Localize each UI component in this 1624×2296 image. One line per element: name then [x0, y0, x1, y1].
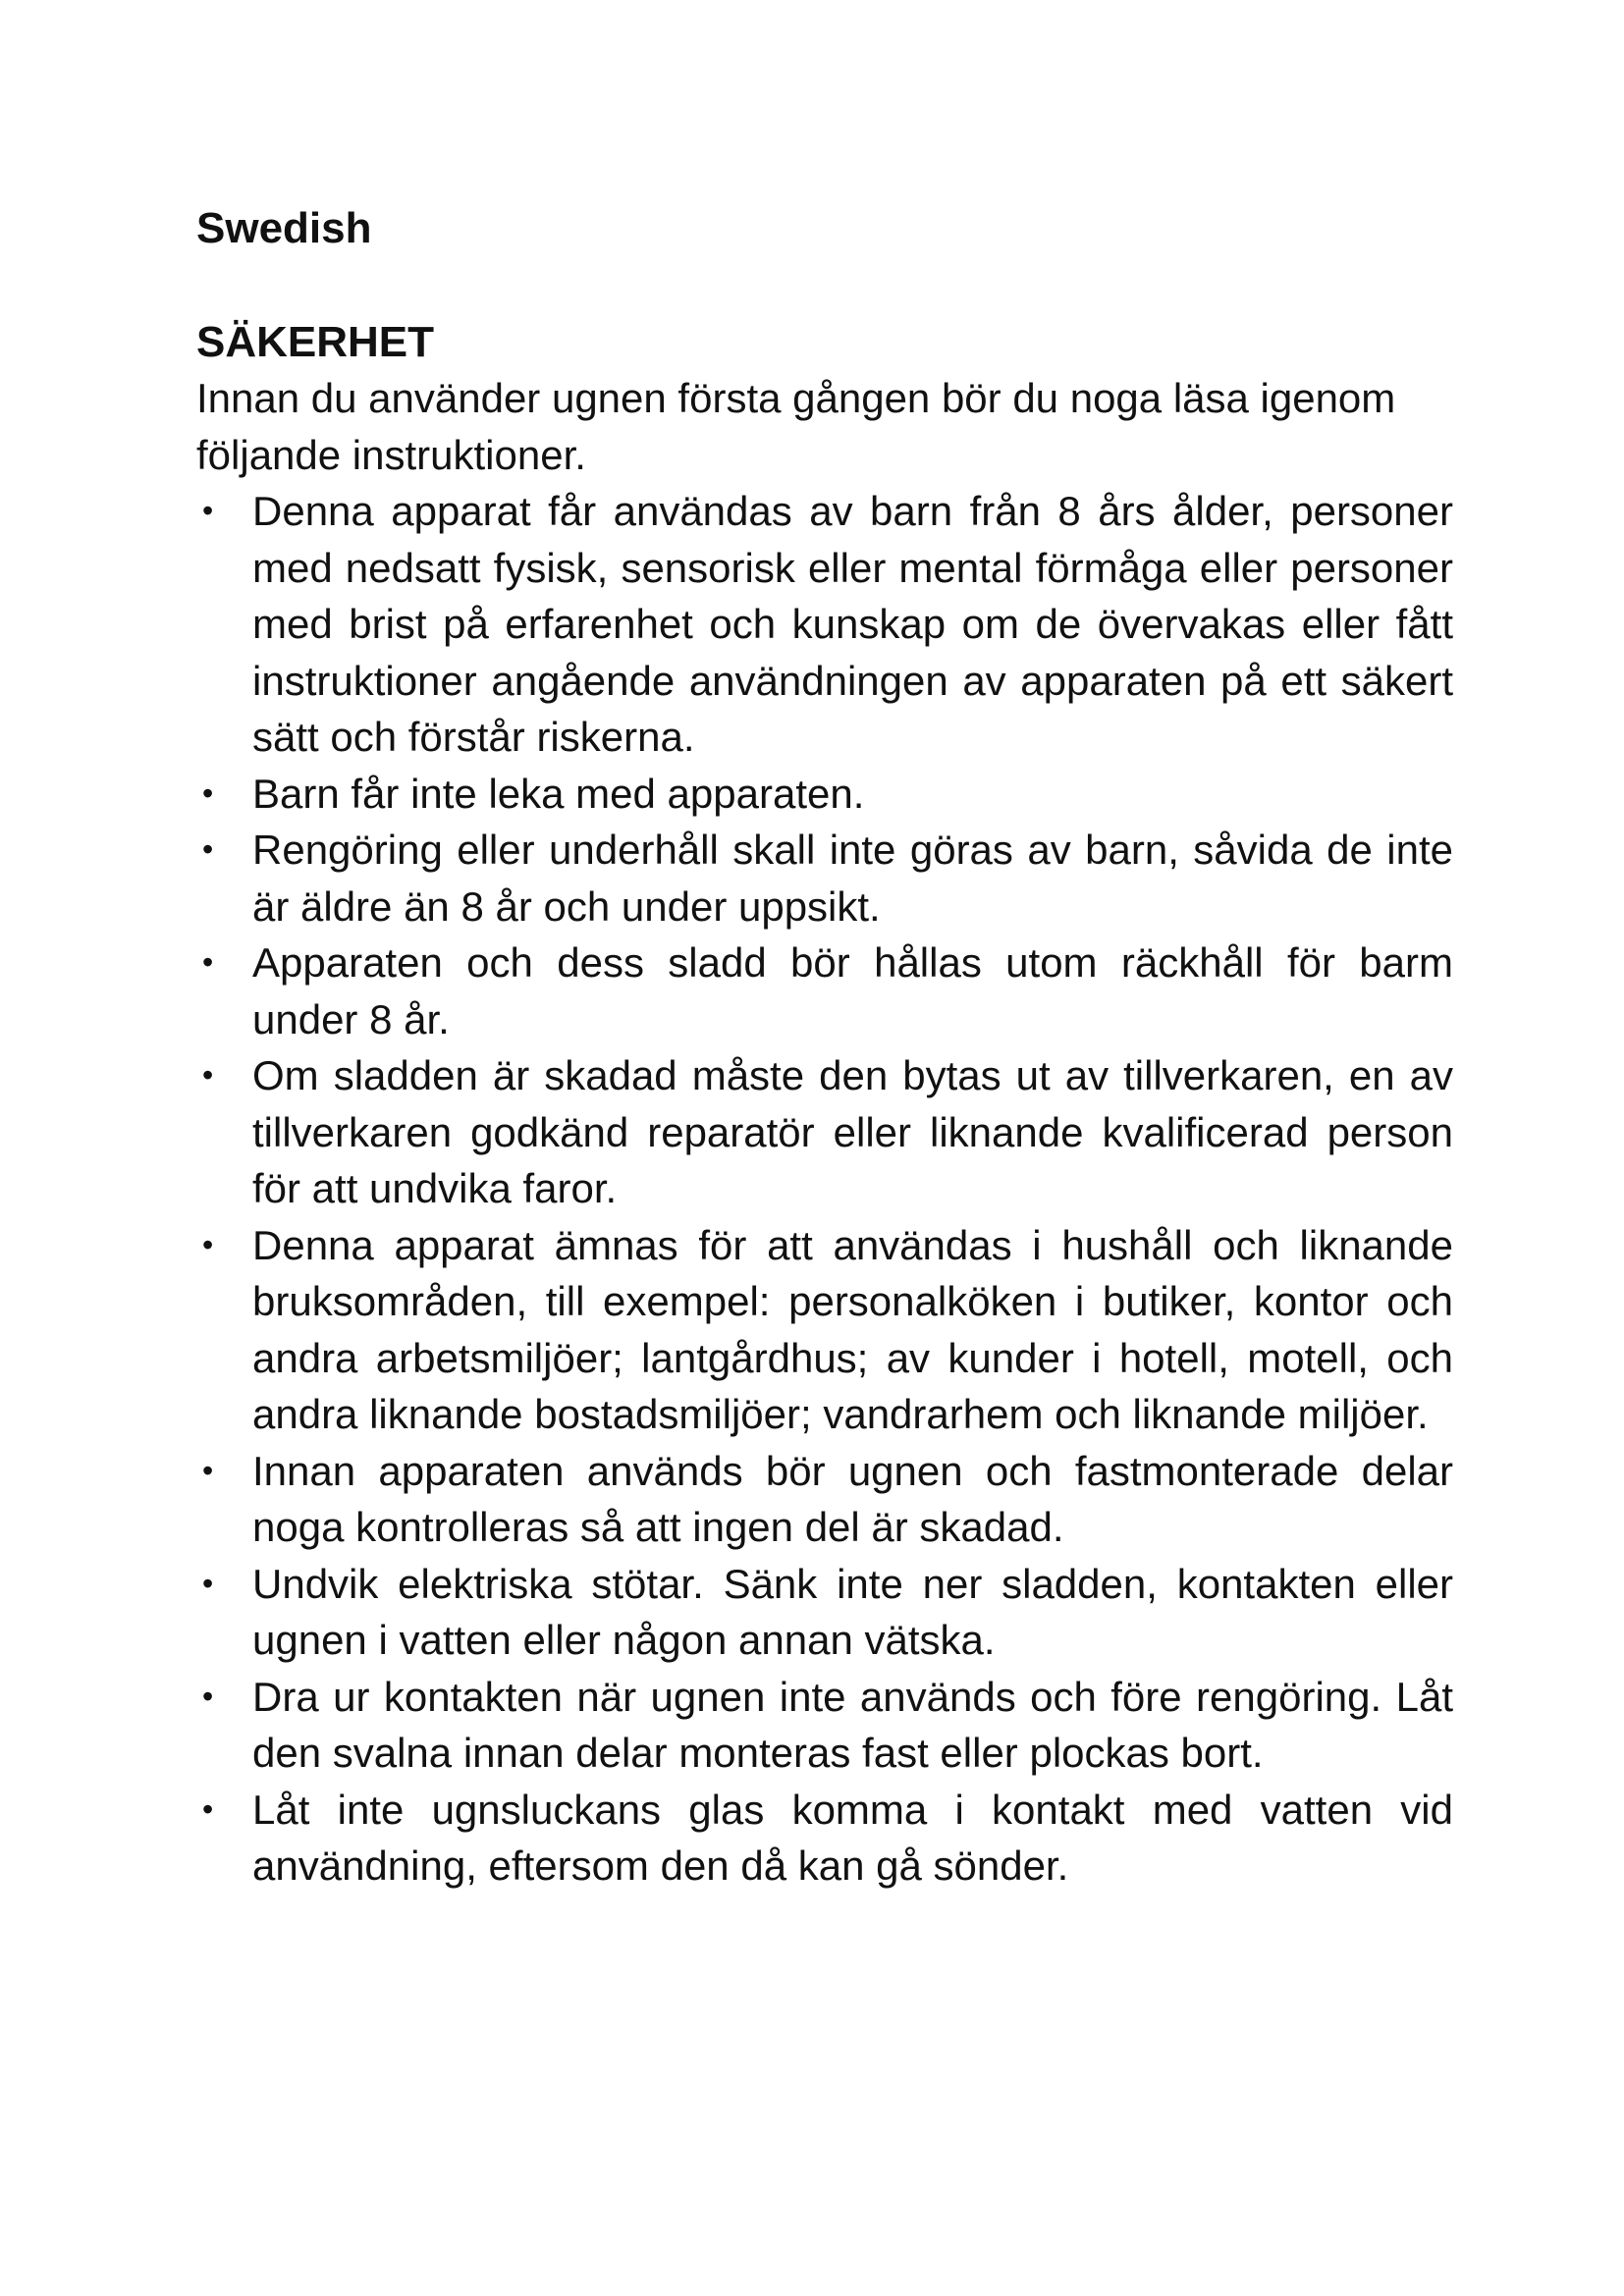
list-item — [196, 1556, 1453, 1669]
bullet-icon: • — [202, 1678, 214, 1714]
bullet-icon: • — [202, 1790, 214, 1827]
list-item-text: Denna apparat ämnas för att användas i hushåll och liknande bruksområden, till exempel: personalköken i butiker, kontor och andra arbetsmiljöer; lantgårdhus; av kunder i hotell, motell, och andra liknande bostadsmiljöer; vandrarhem och liknande miljöer. — [252, 1221, 1453, 1437]
list-item-text: Om sladden är skadad måste den bytas ut av tillverkaren, en av tillverkaren godkänd reparatör eller liknande kvalificerad person för att undvika faror. — [252, 1052, 1453, 1211]
list-item — [196, 822, 1453, 934]
list-item — [196, 1047, 1453, 1217]
list-item — [196, 934, 1453, 1047]
list-item-text: Dra ur kontakten när ugnen inte används och före rengöring. Låt den svalna innan delar monteras fast eller plockas bort. — [252, 1673, 1453, 1776]
list-item — [196, 1443, 1453, 1556]
list-item — [196, 1669, 1453, 1782]
document-page — [196, 201, 1453, 1895]
language-label: Swedish — [196, 204, 372, 252]
safety-list — [196, 483, 1453, 1895]
intro-paragraph: Innan du använder ugnen första gången bör du noga läsa igenom följande instruktioner. — [196, 375, 1396, 478]
list-item-text: Rengöring eller underhåll skall inte göras av barn, såvida de inte är äldre än 8 år och under uppsikt. — [252, 827, 1453, 930]
bullet-icon: • — [202, 1452, 214, 1488]
bullet-icon: • — [202, 774, 214, 811]
bullet-icon: • — [202, 831, 214, 867]
list-item — [196, 483, 1453, 766]
list-item-text: Barn får inte leka med apparaten. — [252, 770, 865, 817]
list-item — [196, 1217, 1453, 1443]
bullet-icon: • — [202, 944, 214, 980]
list-item-text: Låt inte ugnsluckans glas komma i kontakt med vatten vid användning, eftersom den då kan gå sönder. — [252, 1786, 1453, 1889]
bullet-icon: • — [202, 493, 214, 528]
list-item — [196, 1782, 1453, 1895]
section-heading: SÄKERHET — [196, 318, 435, 366]
bullet-icon: • — [202, 1057, 214, 1093]
list-item-text: Apparaten och dess sladd bör hållas utom räckhåll för barm under 8 år. — [252, 939, 1453, 1042]
list-item-text: Denna apparat får användas av barn från 8 års ålder, personer med nedsatt fysisk, sensorisk eller mental förmåga eller personer med brist på erfarenhet och kunskap om de övervakas eller fått instruktioner angående användningen av apparaten på ett säkert sätt och förstår riskerna. — [252, 488, 1453, 760]
list-item-text: Innan apparaten används bör ugnen och fastmonterade delar noga kontrolleras så att ingen del är skadad. — [252, 1447, 1453, 1550]
list-item — [196, 766, 1453, 823]
bullet-icon: • — [202, 1226, 214, 1262]
bullet-icon: • — [202, 1565, 214, 1601]
list-item-text: Undvik elektriska stötar. Sänk inte ner sladden, kontakten eller ugnen i vatten eller någon annan vätska. — [252, 1560, 1453, 1663]
